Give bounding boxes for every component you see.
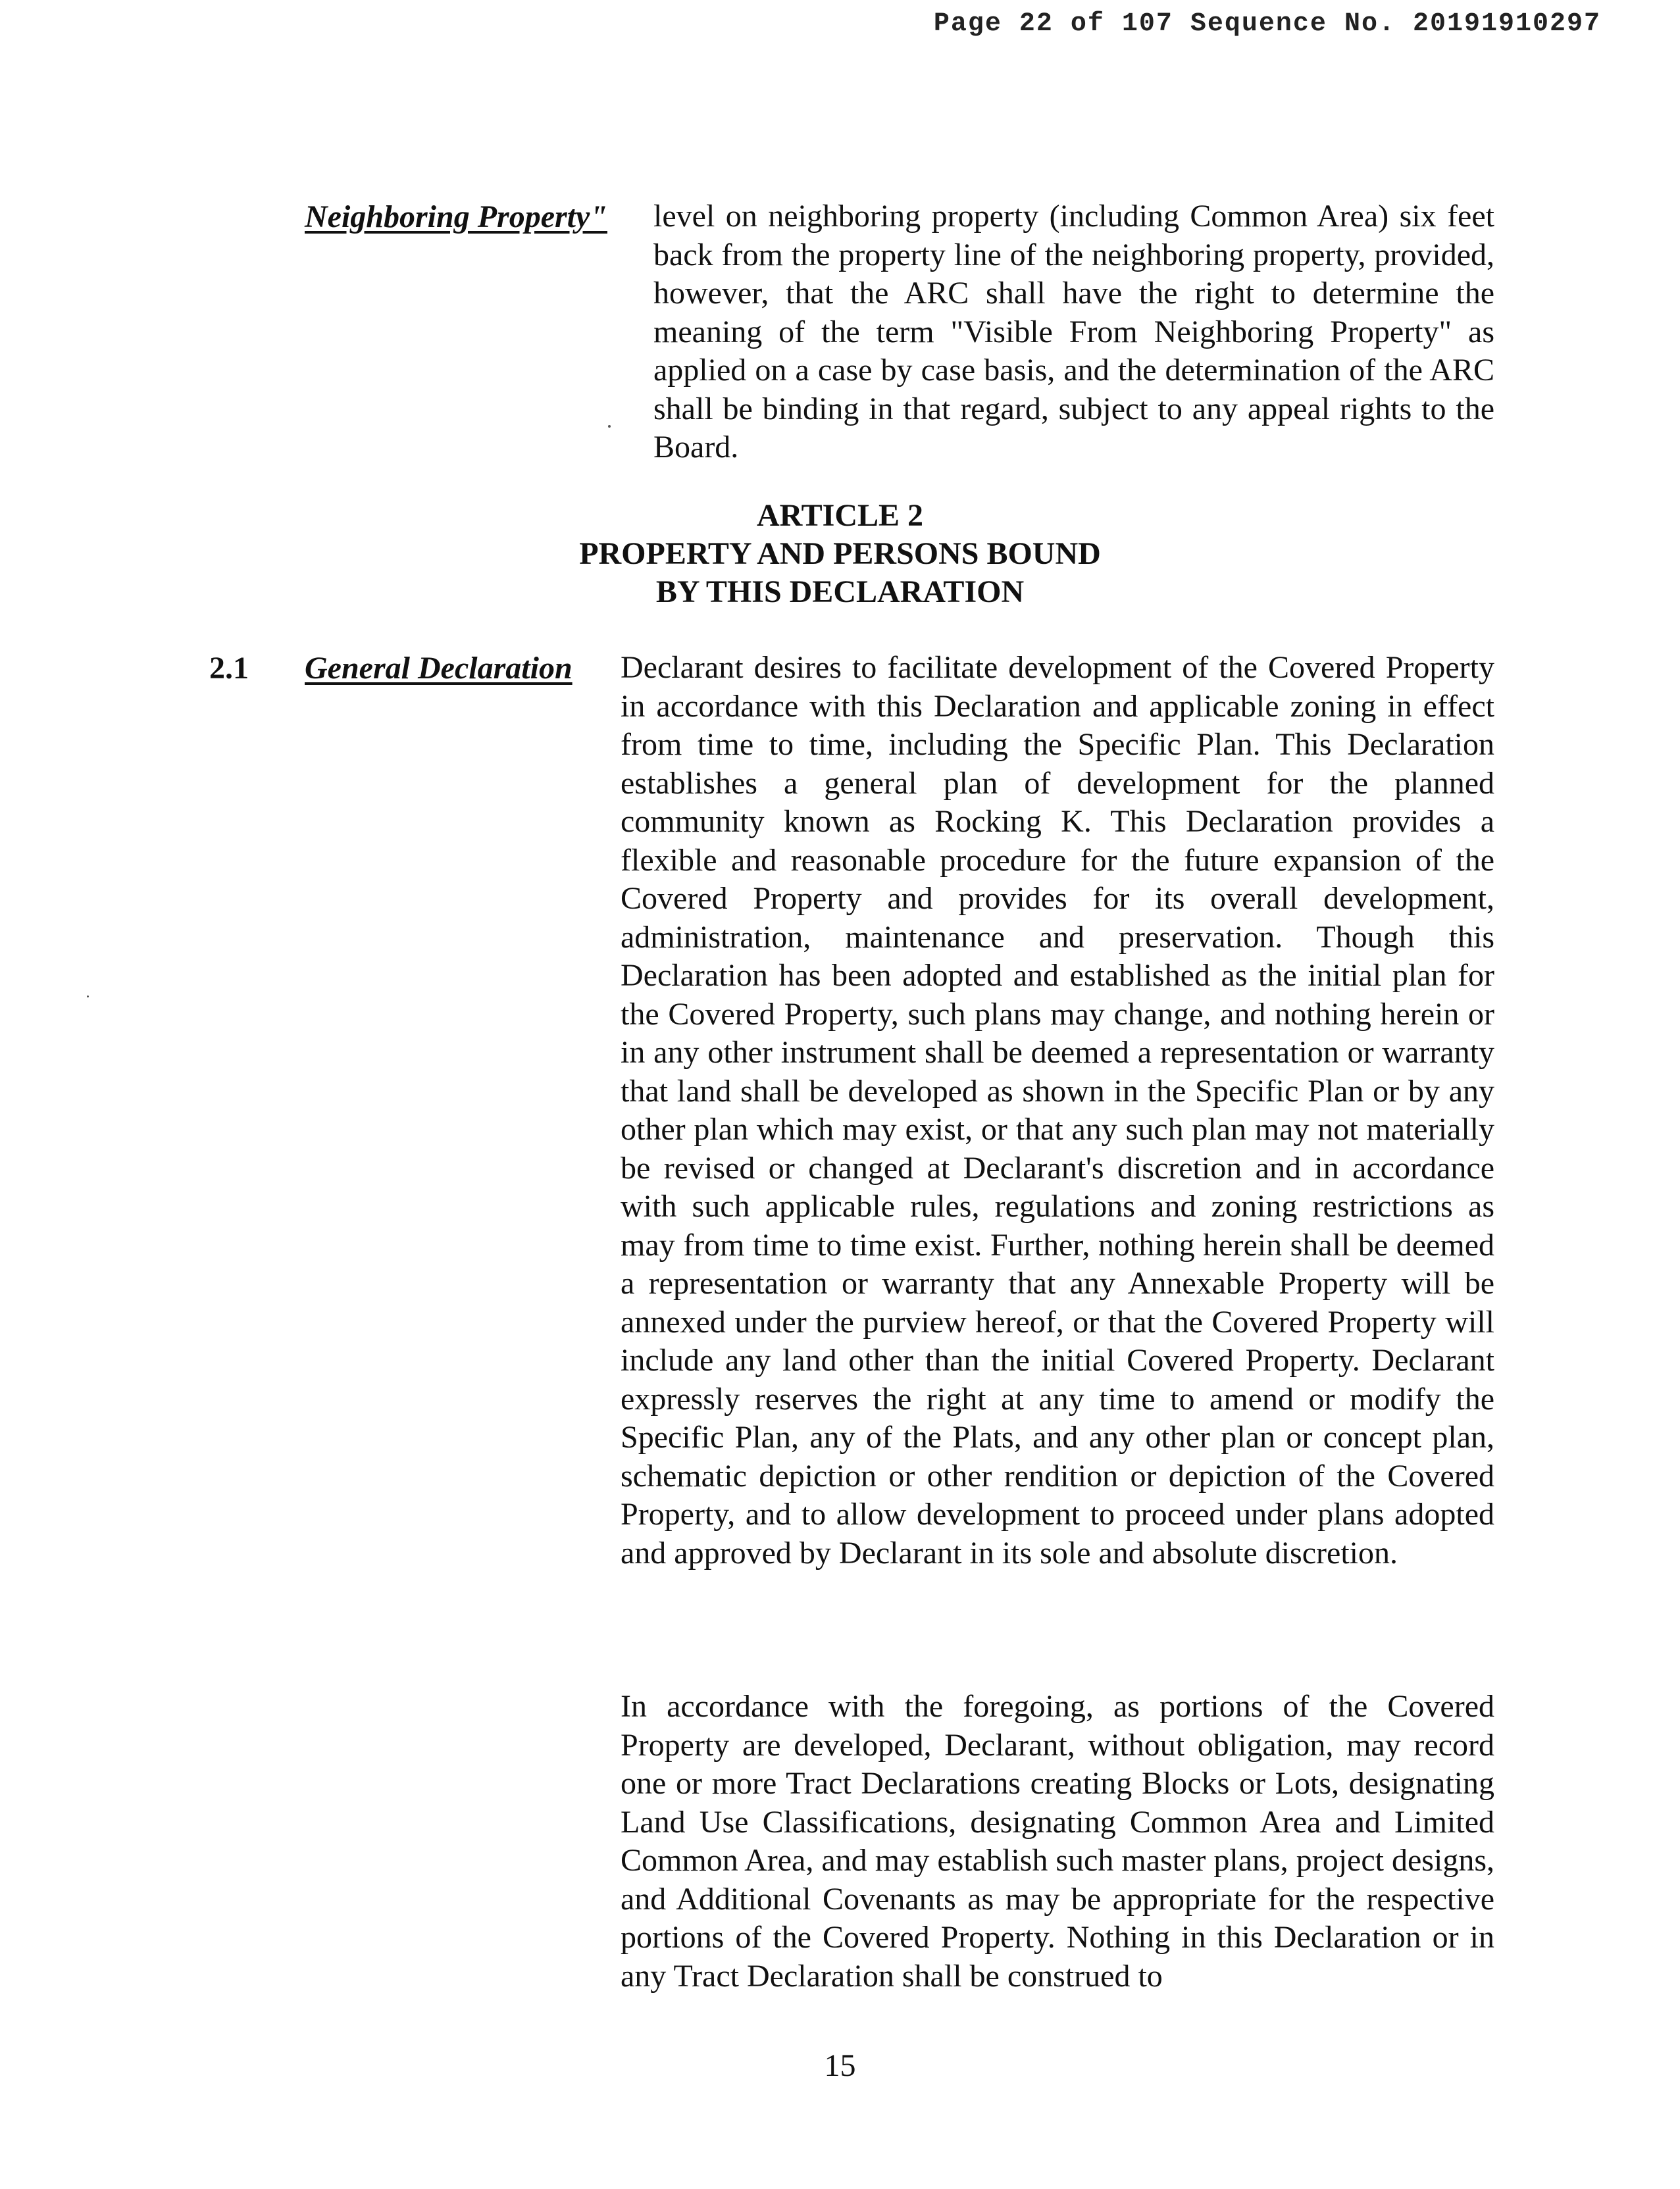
section-paragraph-1: Declarant desires to facilitate development of the Covered Property in accordance with this Declaration and applicable zoning in effect from time to time, including the Specific Plan. This Declaration establishes a general plan of development for the planned community known as Rocking K. This Declaration provides a flexible and reasonable procedure for the future expansion of the Covered Property and provides for its overall development, administration, maintenance and preservation. Though this Declaration has been adopted and established as the initial plan for the Covered Property, such plans may change, and nothing herein or in any other instrument shall be deemed a representation or warranty that land shall be developed as shown in the Specific Plan or by any other plan which may exist, or that any such plan may not materially be revised or changed at Declarant's discretion and in accordance with such applicable rules, regulations and zoning restrictions as may from time to time exist. Further, nothing herein shall be deemed a representation or warranty that any Annexable Property will be annexed under the purview hereof, or that the Covered Property will include any land other than the initial Covered Property. Declarant expressly reserves the right at any time to amend or modify the Specific Plan, any of the Plats, and any other plan or concept plan, schematic depiction or other rendition or depiction of the Covered Property, and to allow development to proceed under plans adopted and approved by Declarant in its sole and absolute discretion.: [621, 650, 1494, 1571]
neighboring-property-label: Neighboring Property": [305, 199, 607, 234]
page-number: 15: [824, 2048, 856, 2083]
page-header: Page 22 of 107 Sequence No. 20191910297: [933, 9, 1601, 39]
section-paragraph-2: In accordance with the foregoing, as portions of the Covered Property are developed, Declarant, without obligation, may record one or more Tract Declarations creating Blocks or Lots, designating Land Use Classifications, designating Common Area and Limited Common Area, and may establish such master plans, project designs, and Additional Covenants as may be appropriate for the respective portions of the Covered Property. Nothing in this Declaration or in any Tract Declaration shall be construed to: [621, 1689, 1494, 1994]
scan-speck: [608, 425, 611, 428]
neighboring-property-text: level on neighboring property (including Common Area) six feet back from the property line of the neighboring property, provided, however, that the ARC shall have the right to determine the meaning of the term "Visible From Neighboring Property" as applied on a case by case basis, and the determination of the ARC shall be binding in that regard, subject to any appeal rights to the Board.: [653, 199, 1494, 465]
article-number: ARTICLE 2: [756, 498, 924, 533]
scan-speck: [87, 995, 89, 997]
article-heading: [0, 497, 1680, 611]
section-title: General Declaration: [305, 651, 573, 686]
section-number: 2.1: [209, 651, 249, 686]
article-title-line-1: PROPERTY AND PERSONS BOUND: [579, 536, 1101, 571]
article-title-line-2: BY THIS DECLARATION: [655, 574, 1025, 609]
